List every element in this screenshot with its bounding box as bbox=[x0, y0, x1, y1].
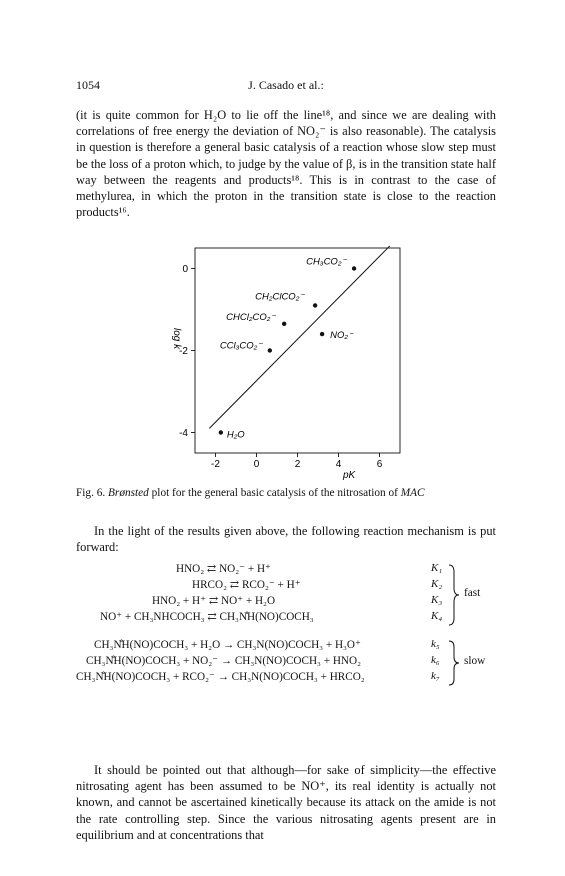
slow-brace bbox=[448, 640, 460, 686]
data-point bbox=[313, 303, 317, 307]
figure-caption bbox=[76, 487, 496, 499]
fast-label: fast bbox=[464, 587, 481, 599]
caption-abbr: MAC bbox=[400, 487, 425, 499]
bronsted-plot bbox=[160, 240, 410, 485]
paragraph-1: (it is quite common for H₂O to lie off the line¹⁸, and since we are dealing with correlations of free energy the deviation of NO₂⁻ is also reasonable). The catalysis in question is therefore a general basic catalysis of a reaction whose slow step must be the loss of a proton which, to judge by the value of β, is in the transition state half way between the reagents and products¹⁸. This is in contrast to the case of methylurea, in which the proton in the transition state is close to the reaction products¹⁶. bbox=[76, 108, 496, 220]
equation-fast-2: HRCO₂ ⇄ RCO₂⁻ + H⁺ bbox=[192, 579, 301, 591]
caption-name: Brønsted bbox=[108, 487, 149, 499]
caption-text: plot for the general basic catalysis of the nitrosation of bbox=[151, 487, 398, 499]
data-point-label: H₂O bbox=[226, 429, 245, 441]
x-axis-ticks bbox=[211, 453, 383, 470]
data-point-label: CH₂ClCO₂⁻ bbox=[255, 291, 305, 303]
data-point-label: CHCl₂CO₂⁻ bbox=[226, 311, 276, 323]
x-tick-label: 6 bbox=[376, 459, 383, 470]
constant-k3: K₃ bbox=[431, 594, 443, 606]
data-point bbox=[219, 430, 223, 434]
fit-line bbox=[209, 246, 389, 428]
paragraph-2: In the light of the results given above, the following reaction mechanism is put forward: bbox=[76, 524, 496, 555]
page-number: 1054 bbox=[76, 78, 100, 92]
fast-brace bbox=[448, 564, 460, 626]
x-tick-label: 0 bbox=[253, 459, 260, 470]
constant-k1: K₁ bbox=[431, 562, 443, 574]
data-point bbox=[282, 322, 286, 326]
data-point bbox=[268, 348, 272, 352]
running-head-authors: J. Casado et al.: bbox=[248, 78, 324, 92]
y-axis-label: log k bbox=[171, 328, 182, 350]
paragraph-3: It should be pointed out that although—for sake of simplicity—the effective nitrosating agent has been assumed to be NO⁺, its real identity is actually not known, and cannot be ascertained kinetically because its attack on the amide is not the rate controlling step. Since the various nitrosating agents present are in equilibrium and at concentrations that bbox=[76, 763, 496, 842]
data-point-label: NO₂⁻ bbox=[330, 330, 353, 342]
x-tick-label: -2 bbox=[211, 459, 220, 470]
x-tick-label: 2 bbox=[294, 459, 301, 470]
equation-fast-3: HNO₂ + H⁺ ⇄ NO⁺ + H₂O bbox=[152, 595, 276, 607]
constant-k5: k₅ bbox=[431, 638, 440, 650]
caption-prefix: Fig. 6. bbox=[76, 487, 106, 499]
slow-label: slow bbox=[464, 655, 486, 667]
y-tick-label: 0 bbox=[182, 264, 188, 275]
data-point-label: CCl₃CO₂⁻ bbox=[219, 340, 263, 352]
y-tick-label: -4 bbox=[179, 428, 188, 439]
equation-slow-5: CH₃N̊H(NO)COCH₃ + H₂O → CH₃N(NO)COCH₃ + H₃O⁺ bbox=[94, 639, 361, 651]
data-point bbox=[352, 266, 356, 270]
constant-k6: k₆ bbox=[431, 654, 440, 666]
y-tick-label: -2 bbox=[179, 346, 188, 357]
equation-slow-6: CH₃N̊H(NO)COCH₃ + NO₂⁻ → CH₃N(NO)COCH₃ + HNO₂ bbox=[86, 655, 361, 667]
x-tick-label: 4 bbox=[335, 459, 342, 470]
x-axis-label: pK bbox=[343, 470, 356, 481]
data-point bbox=[320, 332, 324, 336]
constant-k2: K₂ bbox=[431, 578, 443, 590]
equation-fast-1: HNO₂ ⇄ NO₂⁻ + H⁺ bbox=[176, 563, 271, 575]
data-points bbox=[219, 257, 357, 441]
data-point-label: CH₃CO₂⁻ bbox=[306, 256, 347, 268]
equation-fast-4: NO⁺ + CH₃NHCOCH₃ ⇄ CH₃N̊H(NO)COCH₃ bbox=[100, 611, 314, 623]
equation-slow-7: CH₃N̊H(NO)COCH₃ + RCO₂⁻ → CH₃N(NO)COCH₃ + HRCO₂ bbox=[76, 671, 365, 683]
y-axis-ticks bbox=[179, 264, 195, 439]
constant-k4: K₄ bbox=[431, 610, 443, 622]
constant-k7: k₇ bbox=[431, 670, 440, 682]
